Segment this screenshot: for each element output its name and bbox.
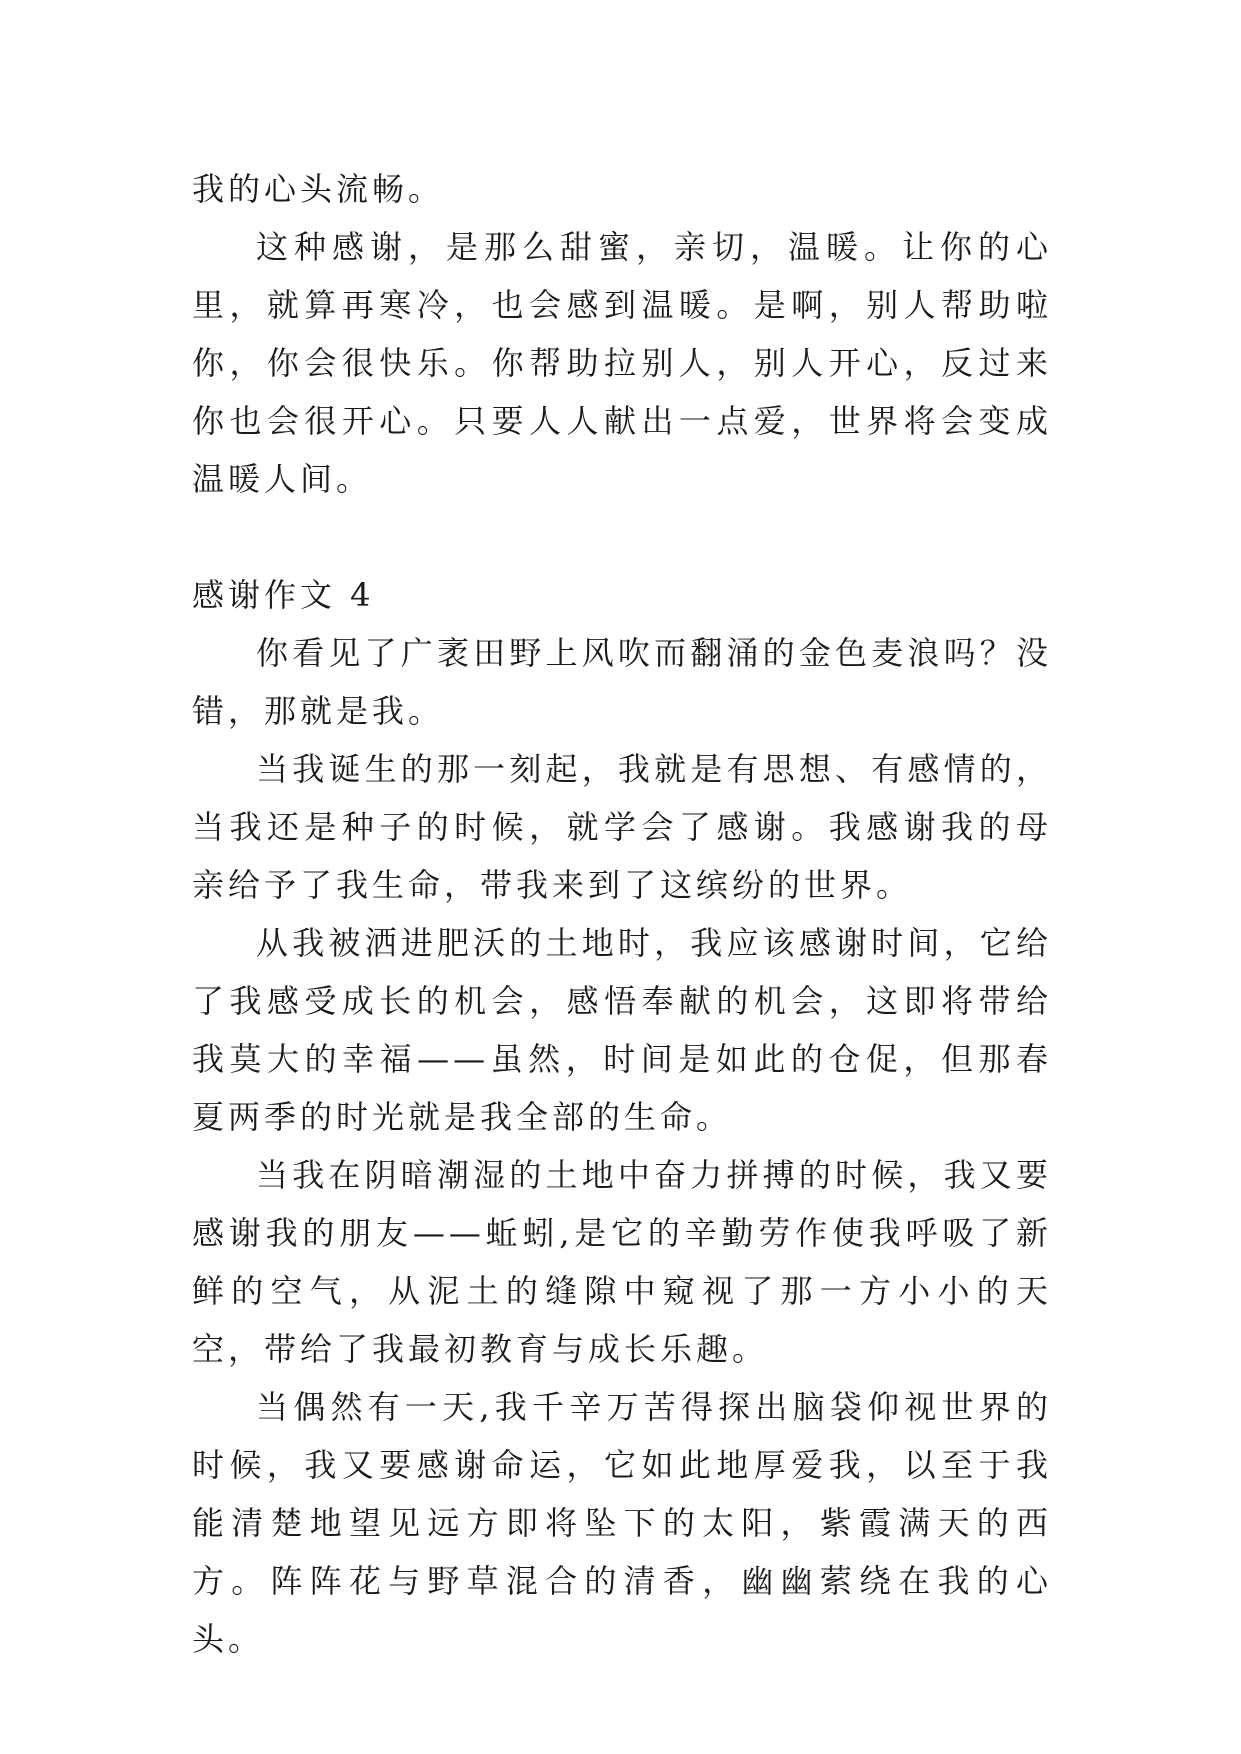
paragraph: 当我诞生的那一刻起，我就是有思想、有感情的，当我还是种子的时候，就学会了感谢。我感谢我的母亲给予了我生命，带我来到了这缤纷的世界。 [192,750,1052,904]
paragraph: 从我被洒进肥沃的土地时，我应该感谢时间，它给了我感受成长的机会，感悟奉献的机会，这即将带给我莫大的幸福——虽然，时间是如此的仓促，但那春夏两季的时光就是我全部的生命。 [192,924,1052,1136]
paragraph: 当我在阴暗潮湿的土地中奋力拼搏的时候，我又要感谢我的朋友——蚯蚓,是它的辛勤劳作使我呼吸了新鲜的空气，从泥土的缝隙中窥视了那一方小小的天空，带给了我最初教育与成长乐趣。 [192,1156,1052,1368]
paragraph: 你看见了广袤田野上风吹而翻涌的金色麦浪吗？没错，那就是我。 [192,634,1052,730]
paragraph: 当偶然有一天,我千辛万苦得探出脑袋仰视世界的时候，我又要感谢命运，它如此地厚爱我，以至于我能清楚地望见远方即将坠下的太阳，紫霞满天的西方。阵阵花与野草混合的清香，幽幽萦绕在我的心头。 [192,1388,1052,1658]
paragraph-continuation: 我的心头流畅。 [192,170,445,208]
section-title: 感谢作文 4 [192,576,375,614]
paragraph: 这种感谢，是那么甜蜜，亲切，温暖。让你的心里，就算再寒冷，也会感到温暖。是啊，别人帮助啦你，你会很快乐。你帮助拉别人，别人开心，反过来你也会很开心。只要人人献出一点爱，世界将会变成温暖人间。 [192,228,1052,498]
document-body [192,160,1052,1668]
